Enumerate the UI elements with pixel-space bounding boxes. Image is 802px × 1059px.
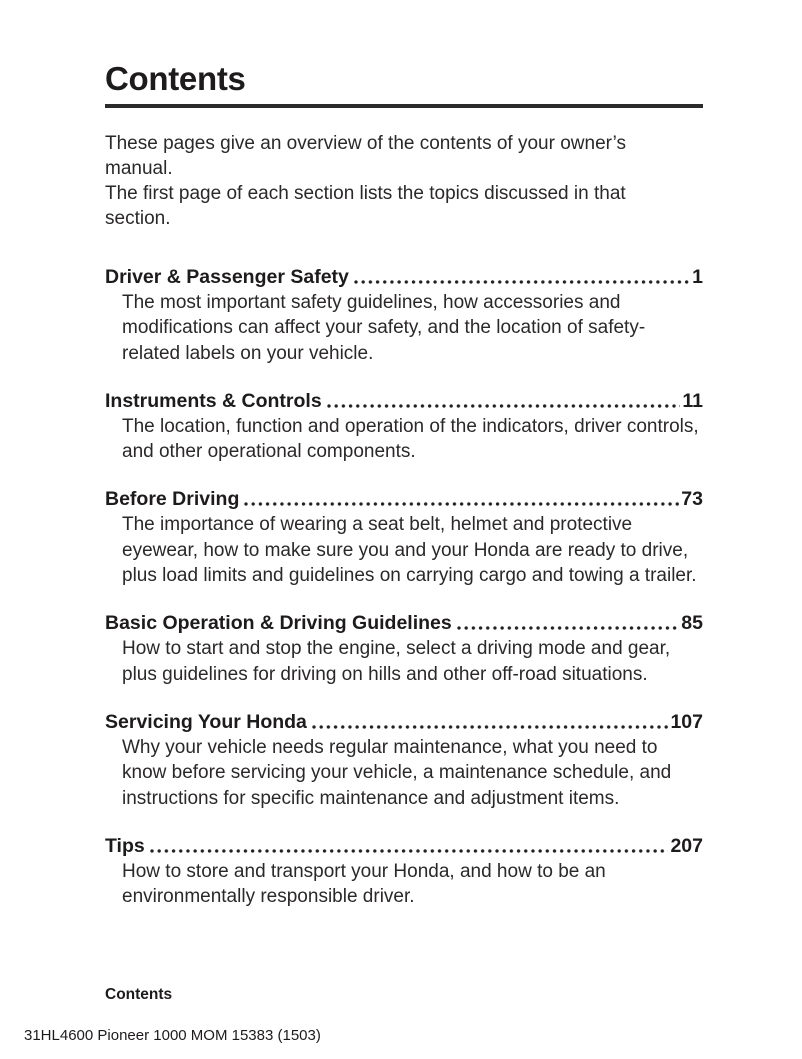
toc-entry-basic-operation <box>105 611 703 687</box>
intro-paragraph: These pages give an overview of the contents of your owner’s manual. <box>105 133 627 179</box>
toc-entry-title: Instruments & Controls <box>105 389 322 412</box>
toc-page-number: 11 <box>682 389 703 412</box>
toc-entry-driver-passenger-safety <box>105 265 703 366</box>
toc-entry-servicing-your-honda <box>105 710 703 811</box>
toc-line <box>105 834 703 859</box>
intro-paragraph: The first page of each section lists the topics discussed in that section. <box>105 183 626 229</box>
dot-leader <box>312 725 669 729</box>
dot-leader <box>244 502 679 506</box>
page-title: Contents <box>105 60 246 97</box>
dot-leader <box>327 404 681 408</box>
table-of-contents <box>105 265 703 909</box>
toc-entry-instruments-controls <box>105 389 703 465</box>
toc-line <box>105 389 703 414</box>
toc-entry-description: How to start and stop the engine, select a driving mode and gear, plus guidelines for driving on hills and other off-road situations. <box>122 638 671 685</box>
toc-line <box>105 611 703 636</box>
footer-document-code: 31HL4600 Pioneer 1000 MOM 15383 (1503) <box>24 1027 321 1044</box>
toc-page-number: 1 <box>692 266 703 288</box>
toc-line <box>105 487 703 512</box>
toc-entry-description: How to store and transport your Honda, and how to be an environmentally responsible driver. <box>122 860 606 908</box>
intro-paragraphs <box>105 131 683 231</box>
toc-entry-description: The location, function and operation of the indicators, driver controls, and other operational components. <box>122 415 699 463</box>
dot-leader <box>150 849 669 853</box>
dot-leader <box>457 626 680 630</box>
toc-page-number: 85 <box>681 612 703 635</box>
toc-entry-description: The most important safety guidelines, how accessories and modifications can affect your safety, and the location of safety-related labels on your vehicle. <box>122 292 646 364</box>
toc-page-number: 73 <box>681 488 703 511</box>
toc-page-number: 207 <box>670 834 703 857</box>
title-rule <box>105 104 703 108</box>
toc-line <box>105 265 703 290</box>
toc-entry-title: Driver & Passenger Safety <box>105 266 349 288</box>
toc-entry-description: Why your vehicle needs regular maintenance, what you need to know before servicing your vehicle, a maintenance schedule, and instructions for specific maintenance and adjustment items. <box>122 736 672 809</box>
footer-section-label: Contents <box>105 986 173 1003</box>
toc-entry-title: Tips <box>105 834 145 857</box>
toc-page-number: 107 <box>670 710 703 733</box>
toc-entry-title: Before Driving <box>105 488 240 511</box>
toc-entry-tips <box>105 834 703 910</box>
toc-entry-before-driving <box>105 487 703 588</box>
toc-line <box>105 710 703 735</box>
toc-entry-title: Servicing Your Honda <box>105 710 307 733</box>
toc-entry-description: The importance of wearing a seat belt, helmet and protective eyewear, how to make sure you and your Honda are ready to drive, plus load limits and guidelines on carrying cargo and towing a trailer. <box>122 514 697 587</box>
toc-entry-title: Basic Operation & Driving Guidelines <box>105 612 452 635</box>
page-content <box>105 60 703 909</box>
dot-leader <box>354 280 690 284</box>
